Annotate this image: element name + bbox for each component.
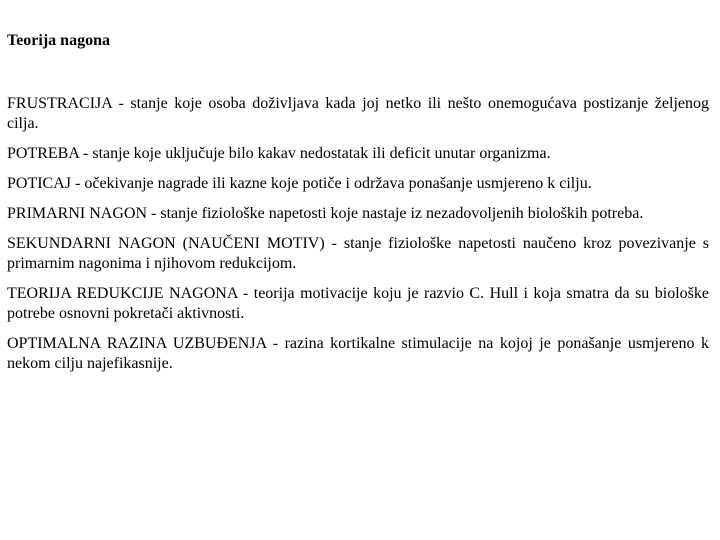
definition-sekundarni-nagon: SEKUNDARNI NAGON (NAUČENI MOTIV) - stanje fiziološke napetosti naučeno kroz povezivanje s primarnim nagonima i njihovom redukcijom. (7, 235, 709, 272)
definition-list (7, 94, 709, 384)
definition-primarni-nagon: PRIMARNI NAGON - stanje fiziološke napetosti koje nastaje iz nezadovoljenih bioloških potreba. (7, 205, 644, 222)
definition-potreba: POTREBA - stanje koje uključuje bilo kakav nedostatak ili deficit unutar organizma. (7, 145, 551, 162)
page-title: Teorija nagona (7, 32, 110, 49)
definition-poticaj: POTICAJ - očekivanje nagrade ili kazne koje potiče i održava ponašanje usmjereno k cilju. (7, 175, 592, 192)
definition-frustracija: FRUSTRACIJA - stanje koje osoba doživljava kada joj netko ili nešto onemogućava postizanje željenog cilja. (7, 95, 709, 132)
definition-optimalna-razina-uzbudjenja: OPTIMALNA RAZINA UZBUĐENJA - razina kortikalne stimulacije na kojoj je ponašanje usmjereno k nekom cilju najefikasnije. (7, 335, 709, 372)
definition-teorija-redukcije-nagona: TEORIJA REDUKCIJE NAGONA - teorija motivacije koju je razvio C. Hull i koja smatra da su biološke potrebe osnovni pokretači aktivnosti. (7, 285, 709, 322)
